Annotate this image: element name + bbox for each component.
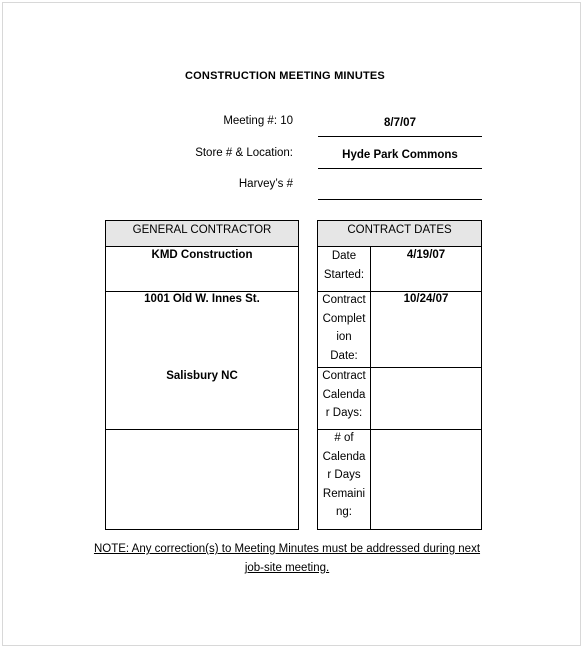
harveys-number-label: Harvey’s # bbox=[238, 178, 293, 190]
date-started-label bbox=[318, 247, 370, 284]
note-line: job-site meeting. bbox=[244, 561, 330, 574]
label-line: Calenda bbox=[322, 388, 366, 401]
label-line: Date bbox=[331, 250, 357, 262]
label-line: Contract bbox=[322, 294, 366, 306]
harveys-number-field[interactable] bbox=[318, 178, 482, 200]
label-line: Complet bbox=[322, 312, 366, 325]
label-line: Started: bbox=[323, 268, 365, 281]
contract-completion-date-label bbox=[318, 291, 370, 365]
label-line: ion bbox=[336, 331, 352, 343]
meeting-date-field[interactable]: 8/7/07 bbox=[318, 115, 482, 137]
document-title: CONSTRUCTION MEETING MINUTES bbox=[185, 70, 385, 82]
contract-dates-heading: CONTRACT DATES bbox=[318, 221, 481, 247]
label-line: r Days bbox=[327, 469, 361, 481]
label-line: Remaini bbox=[322, 487, 366, 500]
contractor-city-state: Salisbury NC bbox=[166, 370, 238, 382]
footer-note bbox=[80, 540, 494, 577]
meeting-number-label: Meeting #: 10 bbox=[223, 115, 293, 127]
store-location-label: Store # & Location: bbox=[195, 147, 293, 159]
label-line: # of bbox=[334, 432, 354, 444]
gc-divider bbox=[106, 429, 298, 430]
date-started-value[interactable]: 4/19/07 bbox=[406, 249, 446, 261]
label-line: r Days: bbox=[325, 407, 363, 419]
label-line: Calenda bbox=[322, 450, 366, 463]
label-line: ng: bbox=[336, 506, 352, 518]
general-contractor-box bbox=[105, 220, 299, 530]
contract-calendar-days-label bbox=[318, 367, 370, 423]
gc-divider bbox=[106, 291, 298, 292]
contract-dates-box bbox=[317, 220, 482, 530]
contract-completion-date-value[interactable]: 10/24/07 bbox=[403, 293, 449, 305]
contractor-address: 1001 Old W. Innes St. bbox=[144, 293, 260, 305]
label-line: Date: bbox=[330, 349, 358, 362]
label-line: Contract bbox=[322, 370, 366, 382]
contractor-name: KMD Construction bbox=[151, 249, 253, 261]
note-line: NOTE: Any correction(s) to Meeting Minutes must be addressed during next bbox=[93, 543, 481, 555]
store-location-field[interactable]: Hyde Park Commons bbox=[318, 147, 482, 169]
contract-dates-column-divider bbox=[370, 247, 371, 529]
general-contractor-heading: GENERAL CONTRACTOR bbox=[106, 221, 298, 247]
calendar-days-remaining-label bbox=[318, 429, 370, 522]
